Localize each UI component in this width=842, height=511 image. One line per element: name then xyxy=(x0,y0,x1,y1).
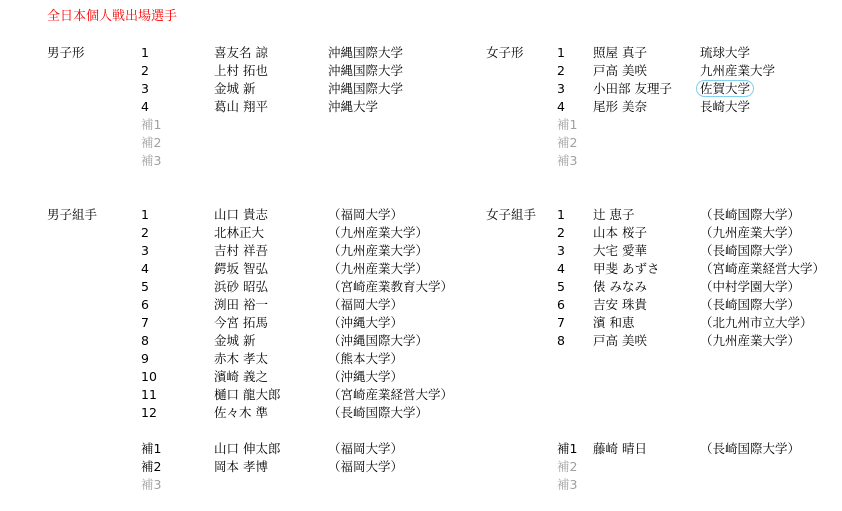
athlete-name: 鍔坂 智弘 xyxy=(214,261,268,276)
entry-number: 補2 xyxy=(557,135,578,150)
entry-number: 7 xyxy=(557,315,565,330)
entry-number: 2 xyxy=(557,225,565,240)
athlete-name: 戸高 美咲 xyxy=(593,63,647,78)
school-name: （福岡大学） xyxy=(328,441,404,456)
entry-number: 補1 xyxy=(141,117,162,132)
school-name: 長崎大学 xyxy=(700,99,751,114)
school-name: （中村学園大学） xyxy=(700,279,801,294)
athlete-name: 濱 和恵 xyxy=(593,315,635,330)
entry-number: 1 xyxy=(141,207,149,222)
athlete-name: 金城 新 xyxy=(214,81,256,96)
school-name: （宮崎産業経営大学） xyxy=(328,387,454,402)
school-name: （九州産業大学） xyxy=(700,333,801,348)
entry-number: 8 xyxy=(557,333,565,348)
entry-number: 3 xyxy=(557,243,565,258)
athlete-name: 浜砂 昭弘 xyxy=(214,279,268,294)
entry-number: 3 xyxy=(557,81,565,96)
entry-number: 補1 xyxy=(557,117,578,132)
school-name: 沖縄大学 xyxy=(328,99,379,114)
school-name: （熊本大学） xyxy=(328,351,404,366)
page-title: 全日本個人戦出場選手 xyxy=(47,9,178,24)
school-name: （沖縄大学） xyxy=(328,369,404,384)
school-name: （福岡大学） xyxy=(328,297,404,312)
athlete-name: 山口 伸太郎 xyxy=(214,441,281,456)
entry-number: 4 xyxy=(141,99,149,114)
athlete-name: 岡本 孝博 xyxy=(214,459,268,474)
entry-number: 補3 xyxy=(141,153,162,168)
athlete-name: 佐々木 準 xyxy=(214,405,268,420)
athlete-name: 大宅 愛華 xyxy=(593,243,647,258)
entry-number: 6 xyxy=(557,297,565,312)
school-name: （宮崎産業経営大学） xyxy=(700,261,826,276)
school-name: （長崎国際大学） xyxy=(328,405,429,420)
school-name: （福岡大学） xyxy=(328,459,404,474)
entry-number: 5 xyxy=(141,279,149,294)
entry-number: 補2 xyxy=(557,459,578,474)
school-name: （長崎国際大学） xyxy=(700,441,801,456)
school-name: （九州産業大学） xyxy=(700,225,801,240)
entry-number: 4 xyxy=(557,99,565,114)
athlete-name: 吉村 祥吾 xyxy=(214,243,268,258)
athlete-name: 吉安 珠貴 xyxy=(593,297,647,312)
athlete-name: 藤崎 晴日 xyxy=(593,441,647,456)
entry-number: 3 xyxy=(141,81,149,96)
entry-number: 6 xyxy=(141,297,149,312)
school-name: （福岡大学） xyxy=(328,207,404,222)
entry-number: 9 xyxy=(141,351,149,366)
athlete-name: 辻 恵子 xyxy=(593,207,635,222)
athlete-name: 濱崎 義之 xyxy=(214,369,268,384)
school-name: （沖縄大学） xyxy=(328,315,404,330)
school-name: （九州産業大学） xyxy=(328,261,429,276)
school-name: （北九州市立大学） xyxy=(700,315,813,330)
entry-number: 8 xyxy=(141,333,149,348)
entry-number: 4 xyxy=(557,261,565,276)
school-name: （長崎国際大学） xyxy=(700,297,801,312)
entry-number: 補3 xyxy=(141,477,162,492)
athlete-name: 樋口 龍大郎 xyxy=(214,387,281,402)
section-label: 男子組手 xyxy=(47,207,98,222)
entry-number: 補2 xyxy=(141,135,162,150)
athlete-name: 俵 みなみ xyxy=(593,279,647,294)
entry-number: 2 xyxy=(141,225,149,240)
entry-number: 1 xyxy=(141,45,149,60)
school-name: 九州産業大学 xyxy=(700,63,776,78)
athlete-name: 上村 拓也 xyxy=(214,63,268,78)
entry-number: 補3 xyxy=(557,153,578,168)
entry-number: 2 xyxy=(557,63,565,78)
entry-number: 補3 xyxy=(557,477,578,492)
athlete-name: 山本 桜子 xyxy=(593,225,647,240)
school-name: （九州産業大学） xyxy=(328,243,429,258)
athlete-name: 北林正大 xyxy=(214,225,265,240)
school-name: （九州産業大学） xyxy=(328,225,429,240)
section-label: 女子形 xyxy=(486,45,524,60)
school-name: 沖縄国際大学 xyxy=(328,45,404,60)
school-name-highlighted: 佐賀大学 xyxy=(700,80,754,98)
entry-number: 12 xyxy=(141,405,157,420)
entry-number: 5 xyxy=(557,279,565,294)
athlete-name: 尾形 美奈 xyxy=(593,99,647,114)
school-name: 琉球大学 xyxy=(700,45,751,60)
entry-number: 補1 xyxy=(141,441,162,456)
school-name: 沖縄国際大学 xyxy=(328,63,404,78)
entry-number: 1 xyxy=(557,207,565,222)
entry-number: 3 xyxy=(141,243,149,258)
entry-number: 11 xyxy=(141,387,157,402)
athlete-name: 照屋 真子 xyxy=(593,45,647,60)
school-name: （長崎国際大学） xyxy=(700,207,801,222)
athlete-name: 小田部 友理子 xyxy=(593,81,672,96)
school-name: （長崎国際大学） xyxy=(700,243,801,258)
athlete-name: 葛山 翔平 xyxy=(214,99,268,114)
entry-number: 2 xyxy=(141,63,149,78)
athlete-name: 今宮 拓馬 xyxy=(214,315,268,330)
athlete-name: 山口 貴志 xyxy=(214,207,268,222)
athlete-name: 甲斐 あずさ xyxy=(593,261,660,276)
entry-number: 4 xyxy=(141,261,149,276)
section-label: 男子形 xyxy=(47,45,85,60)
athlete-name: 戸高 美咲 xyxy=(593,333,647,348)
school-name: （宮崎産業教育大学） xyxy=(328,279,454,294)
entry-number: 10 xyxy=(141,369,157,384)
entry-number: 7 xyxy=(141,315,149,330)
entry-number: 1 xyxy=(557,45,565,60)
entry-number: 補2 xyxy=(141,459,162,474)
school-name: 沖縄国際大学 xyxy=(328,81,404,96)
section-label: 女子組手 xyxy=(486,207,537,222)
athlete-name: 渕田 裕一 xyxy=(214,297,268,312)
school-name: （沖縄国際大学） xyxy=(328,333,429,348)
athlete-name: 赤木 孝太 xyxy=(214,351,268,366)
athlete-name: 喜友名 諒 xyxy=(214,45,268,60)
entry-number: 補1 xyxy=(557,441,578,456)
athlete-name: 金城 新 xyxy=(214,333,256,348)
